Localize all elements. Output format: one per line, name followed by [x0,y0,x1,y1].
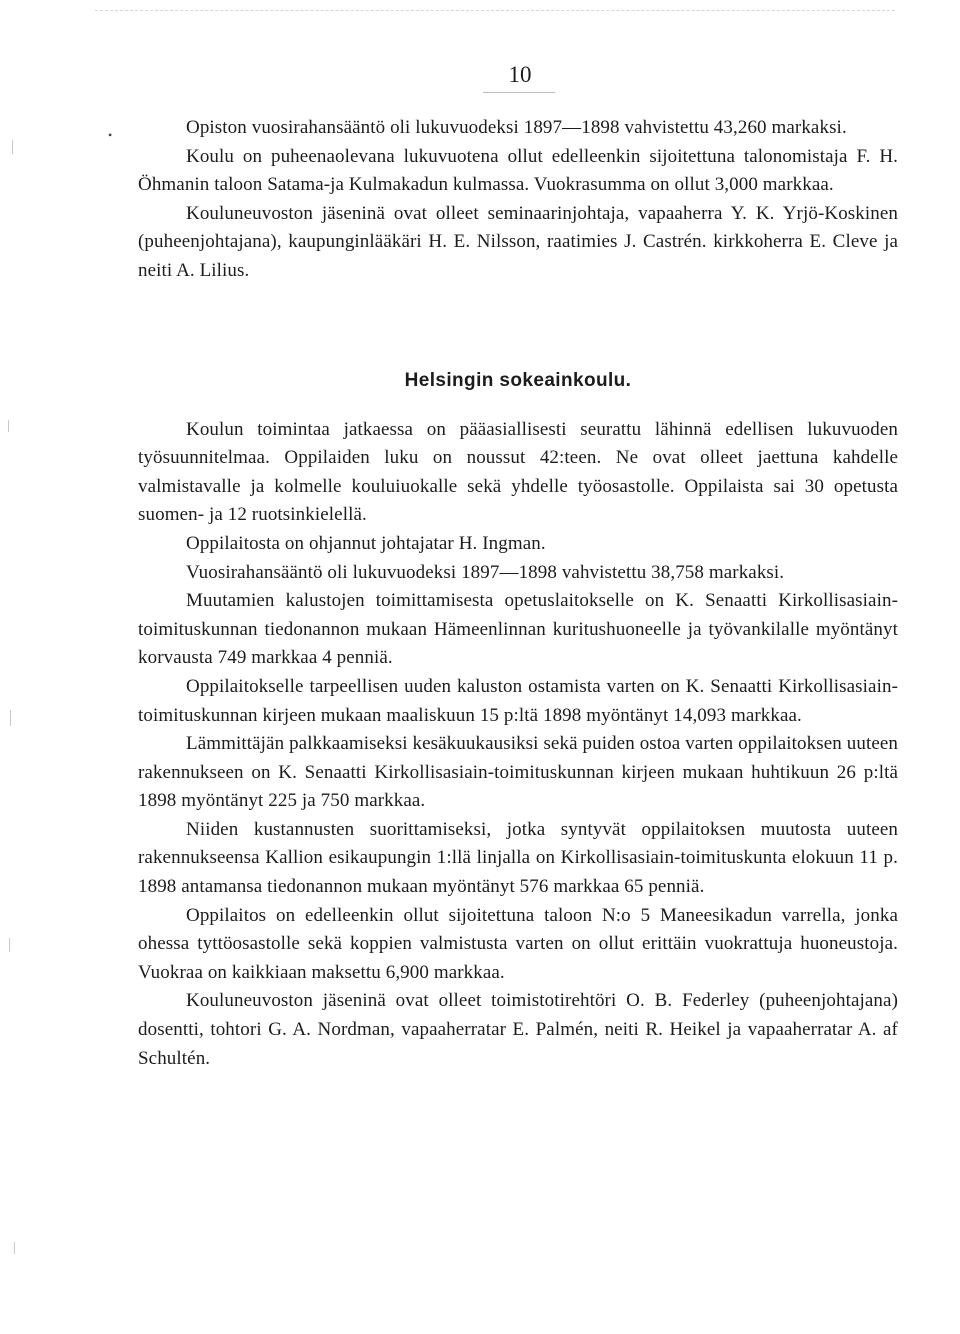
scan-speck [12,140,13,154]
paragraph: Kouluneuvoston jäseninä ovat olleet toimistotirehtöri O. B. Federley (puheenjohtajana) dosentti, tohtori G. A. Nordman, vapaaherratar E. Palmén, neiti R. Heikel ja vapaaherratar A. af Schultén. [138,990,898,1069]
paragraph: Niiden kustannusten suorittamiseksi, jotka syntyvät oppilaitoksen muutosta uuteen rakennukseensa Kallion esikaupungin 1:llä linjalla on Kirkollisasiain-toimituskunta elokuun 11 p. 1898 antamansa tiedonannon mukaan myöntänyt 576 markkaa 65 penniä. [138,818,898,898]
paragraph: Oppilaitos on edelleenkin ollut sijoitettuna taloon N:o 5 Maneesikadun varrella, jonka ohessa tyttöosastolle sekä koppien valmistusta varten on ollut erittäin vuokrattuja huoneustoja. Vuokraa on kaikkiaan maksettu 6,900 markkaa. [138,904,898,983]
body-text [138,114,898,1073]
page-number-rule [483,92,555,93]
top-scan-edge [95,10,895,11]
paragraph: Lämmittäjän palkkaamiseksi kesäkuukausiksi sekä puiden ostoa varten oppilaitoksen uuteen rakennukseen on K. Senaatti Kirkollisasiain-toimituskunnan kirjeen mukaan huhtikuun 26 p:ltä 1898 myöntänyt 225 ja 750 markkaa. [138,733,898,812]
section-heading: Helsingin sokeainkoulu. [404,369,632,391]
paragraph: Koulu on puheenaolevana lukuvuotena ollut edelleenkin sijoitettuna talonomistaja F. H. Öhmanin taloon Satama-ja Kulmakadun kulmassa. Vuokrasumma on ollut 3,000 markkaa. [138,145,898,196]
paragraph: Kouluneuvoston jäseninä ovat olleet seminaarinjohtaja, vapaaherra Y. K. Yrjö-Koskinen (puheenjohtajana), kaupunginlääkäri H. E. Nilsson, raatimies J. Castrén. kirkkoherra E. Cleve ja neiti A. Lilius. [138,202,898,281]
scan-speck [9,938,10,952]
scan-speck [10,710,11,726]
paragraph: Vuosirahansääntö oli lukuvuodeksi 1897—1898 vahvistettu 38,758 markaksi. [186,561,785,583]
scan-speck [14,1242,15,1254]
paragraph: Oppilaitokselle tarpeellisen uuden kaluston ostamista varten on K. Senaatti Kirkollisasiain-toimituskunnan kirjeen mukaan maaliskuun 15 p:ltä 1898 myöntänyt 14,093 markkaa. [138,675,898,726]
margin-mark: • [108,128,113,142]
paragraph: Oppilaitosta on ohjannut johtajatar H. Ingman. [186,532,546,554]
scan-speck [8,420,9,432]
paragraph: Koulun toimintaa jatkaessa on pääasiallisesti seurattu lähinnä edellisen lukuvuoden työsuunnitelmaa. Oppilaiden luku on noussut 42:teen. Ne ovat olleet jaettuna kahdelle valmistavalle ja kolmelle kouluiuokalle sekä yhdelle työosastolle. Oppilaista sai 30 opetusta suomen- ja 12 ruotsinkielellä. [138,418,898,526]
page-number: 10 [508,62,532,87]
paragraph: Opiston vuosirahansääntö oli lukuvuodeksi 1897—1898 vahvistettu 43,260 markaksi. [186,117,847,138]
paragraph: Muutamien kalustojen toimittamisesta opetuslaitokselle on K. Senaatti Kirkollisasiain-toimituskunnan tiedonannon mukaan Hämeenlinnan kuritushuoneelle ja työvankilalle myöntänyt korvausta 749 markkaa 4 penniä. [138,590,898,669]
